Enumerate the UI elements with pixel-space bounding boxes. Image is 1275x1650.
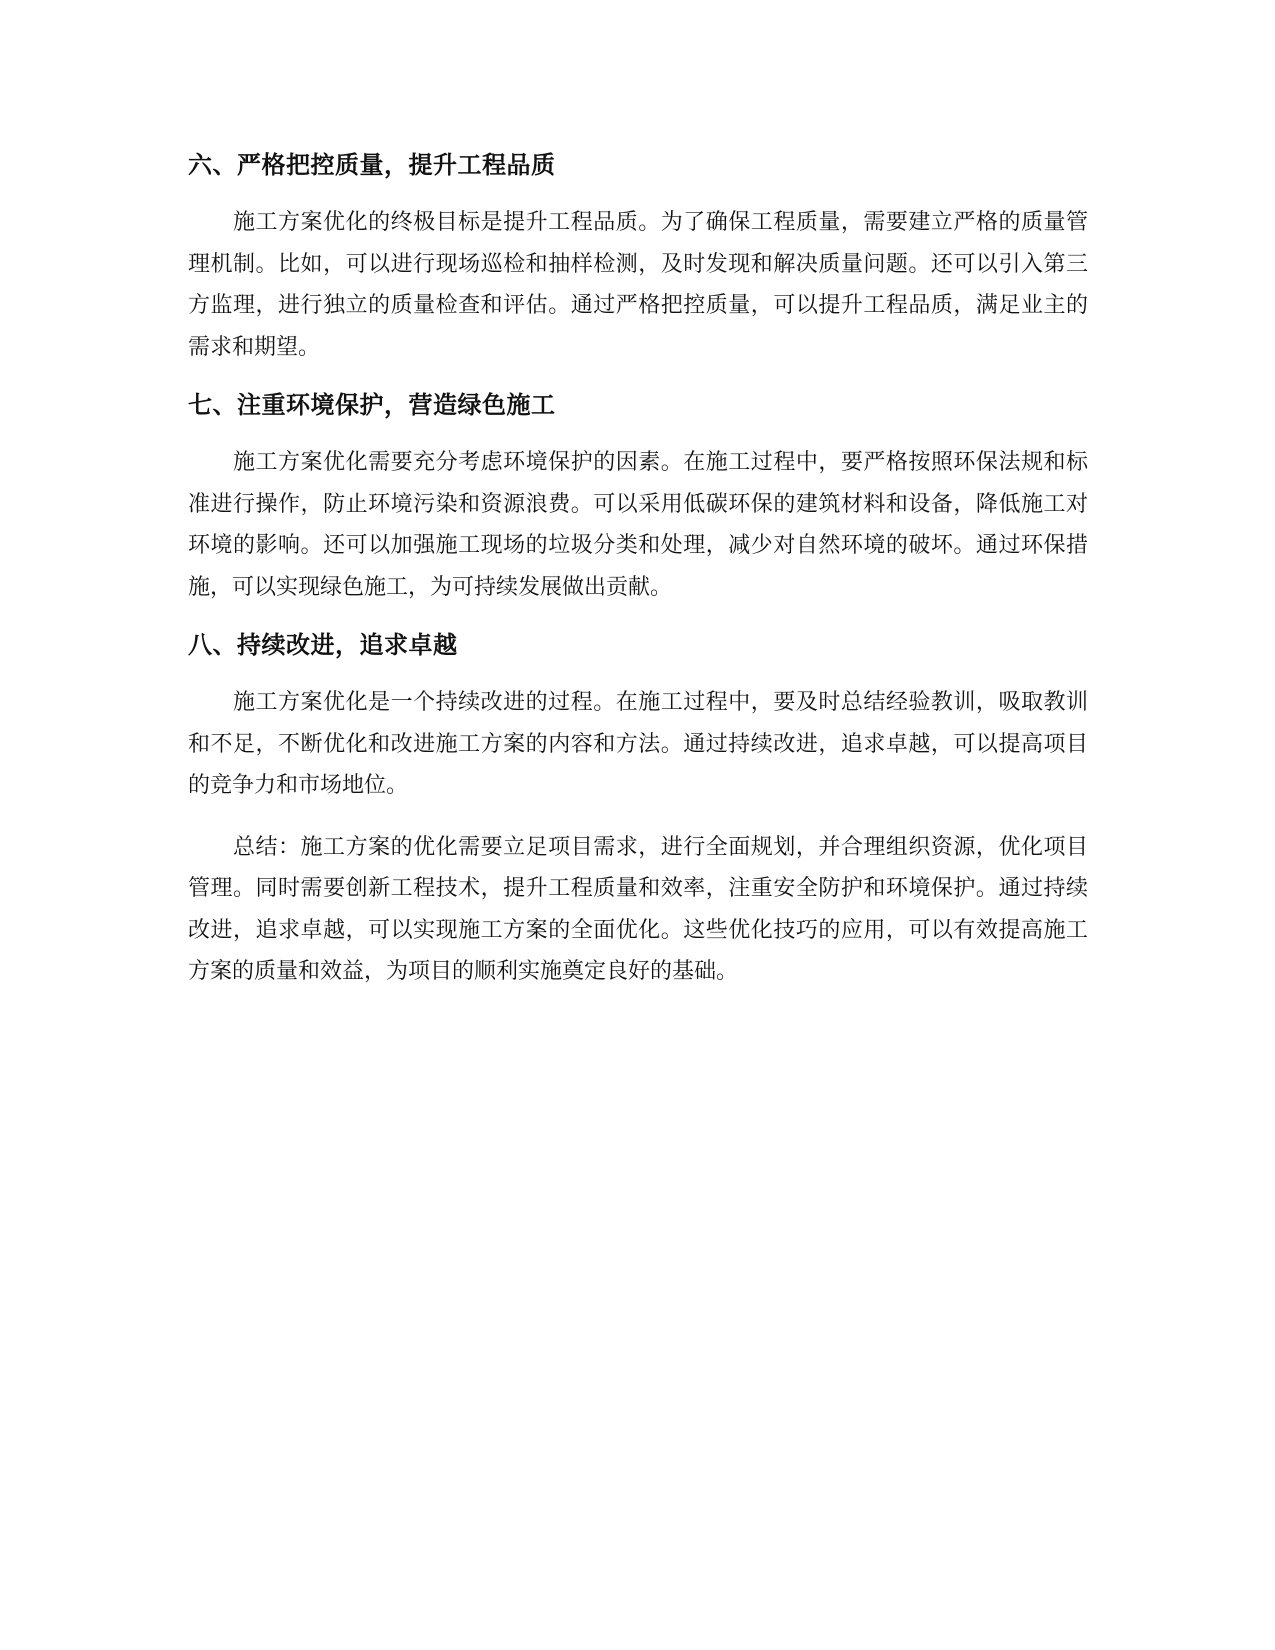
section-paragraph: 施工方案优化的终极目标是提升工程品质。为了确保工程质量，需要建立严格的质量管理机制。比如，可以进行现场巡检和抽样检测，及时发现和解决质量问题。还可以引入第三方监理，进行独立的质量检查和评估。通过严格把控质量，可以提升工程品质，满足业主的需求和期望。 (188, 210, 1088, 360)
section-heading: 七、注重环境保护，营造绿色施工 (188, 391, 556, 419)
summary-paragraph: 总结：施工方案的优化需要立足项目需求，进行全面规划，并合理组织资源，优化项目管理。同时需要创新工程技术，提升工程质量和效率，注重安全防护和环境保护。通过持续改进，追求卓越，可以实现施工方案的全面优化。这些优化技巧的应用，可以有效提高施工方案的质量和效益，为项目的顺利实施奠定良好的基础。 (188, 834, 1088, 984)
section-environment (188, 388, 1088, 608)
section-quality (188, 148, 1088, 368)
section-paragraph: 施工方案优化需要充分考虑环境保护的因素。在施工过程中，要严格按照环保法规和标准进行操作，防止环境污染和资源浪费。可以采用低碳环保的建筑材料和设备，降低施工对环境的影响。还可以加强施工现场的垃圾分类和处理，减少对自然环境的破坏。通过环保措施，可以实现绿色施工，为可持续发展做出贡献。 (188, 450, 1088, 600)
section-heading: 八、持续改进，追求卓越 (188, 631, 458, 659)
section-improvement (188, 628, 1088, 807)
section-paragraph: 施工方案优化是一个持续改进的过程。在施工过程中，要及时总结经验教训，吸取教训和不足，不断优化和改进施工方案的内容和方法。通过持续改进，追求卓越，可以提高项目的竞争力和市场地位。 (188, 690, 1088, 798)
document-body (188, 148, 1088, 1013)
section-heading: 六、严格把控质量，提升工程品质 (188, 151, 556, 179)
